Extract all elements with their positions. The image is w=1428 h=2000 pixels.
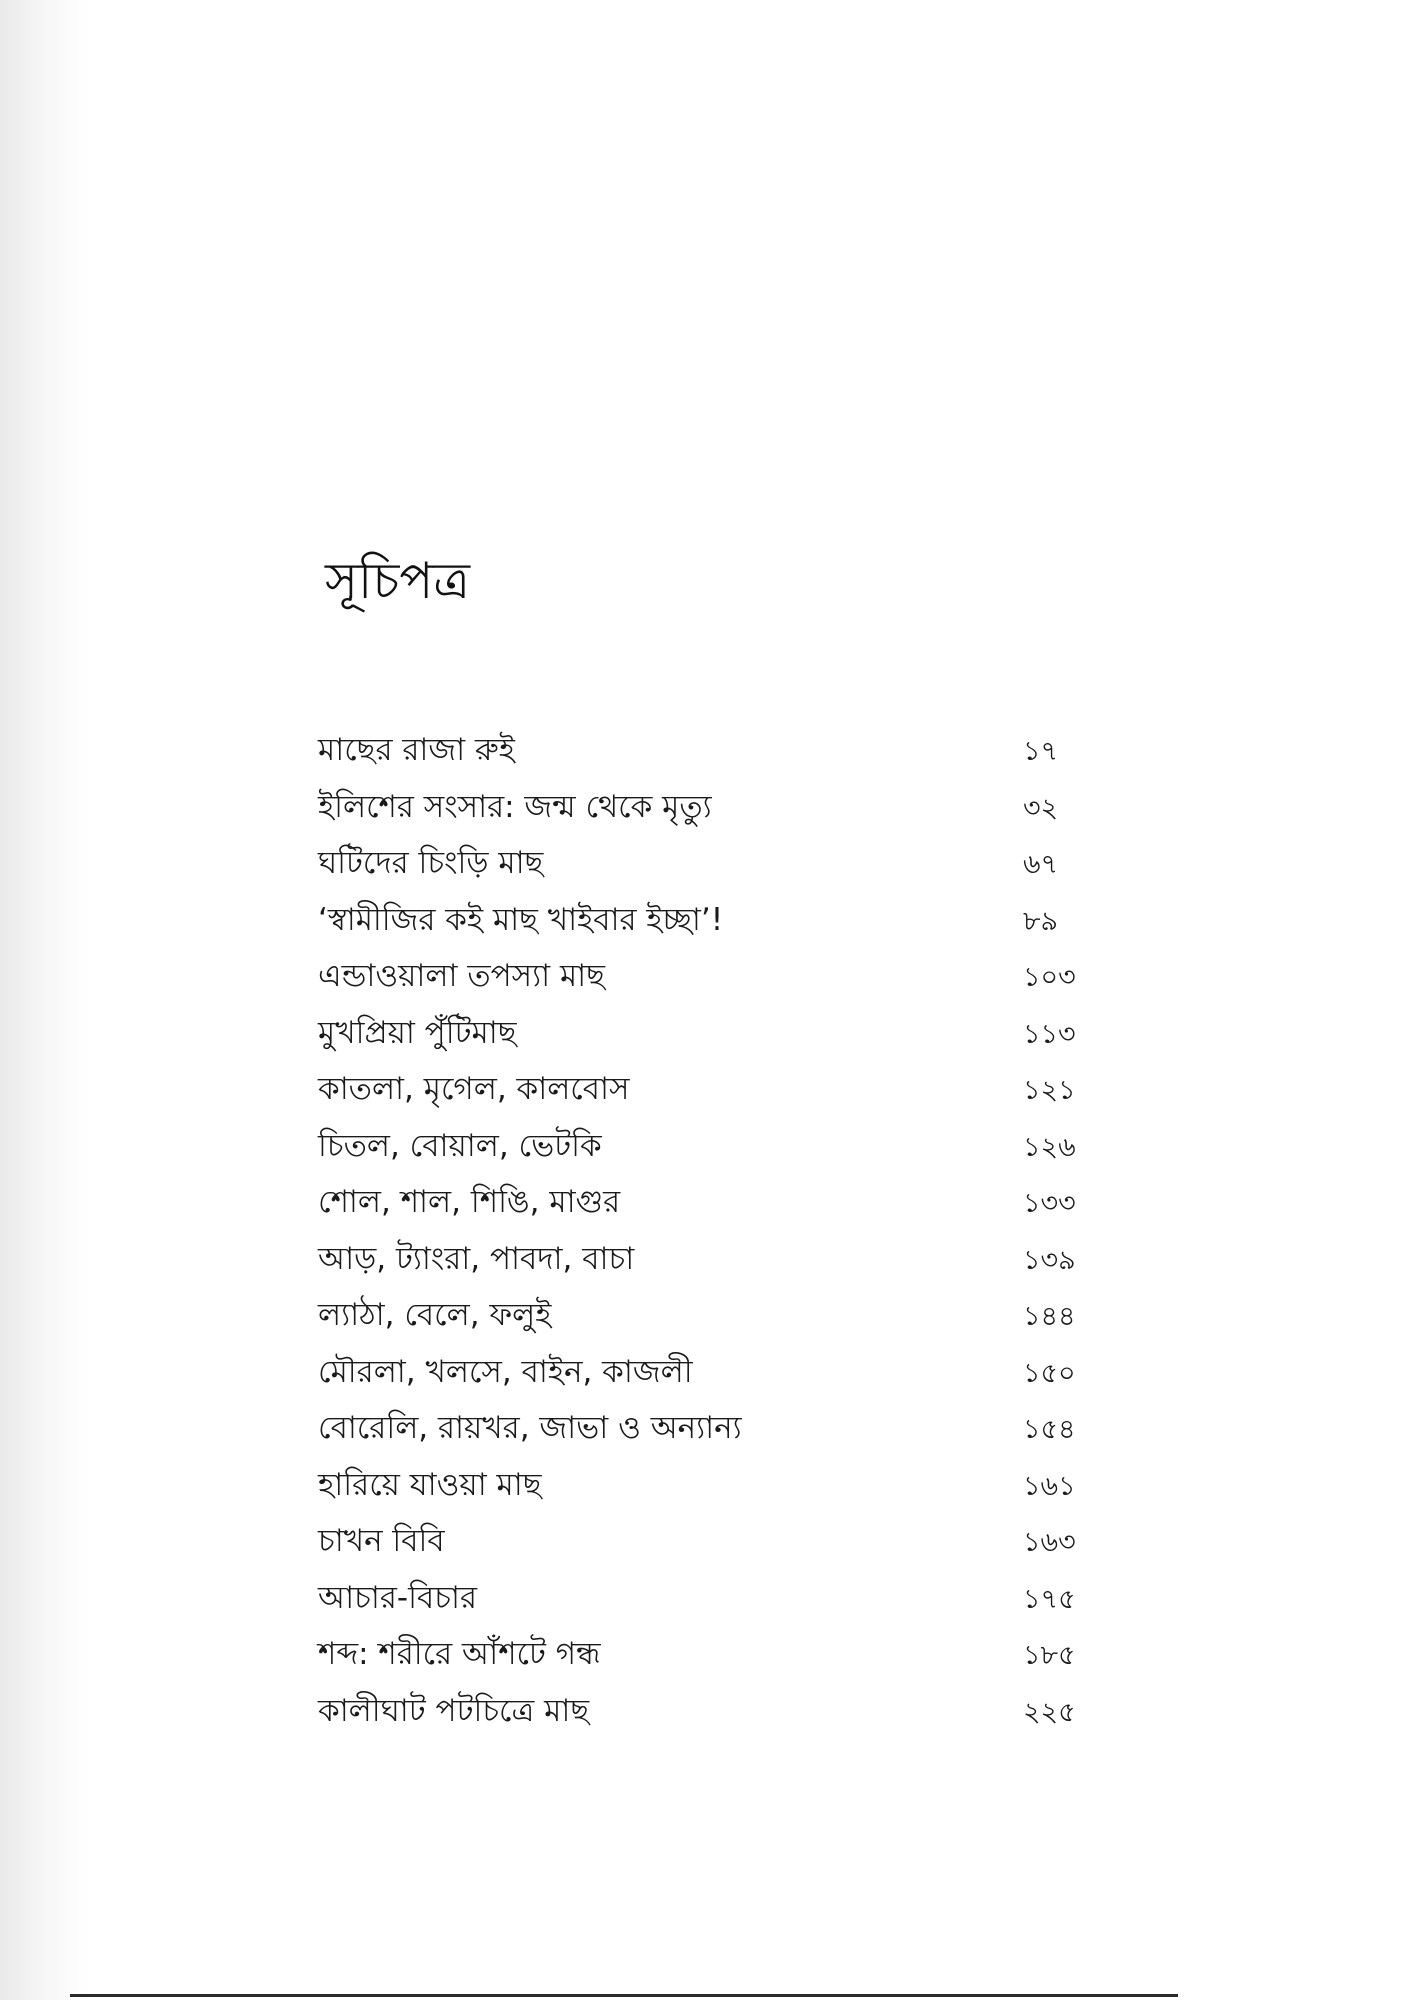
toc-entry-page-number: ১১৩ — [1023, 1018, 1076, 1050]
toc-entry-title: মুখপ্রিয়া পুঁটিমাছ — [318, 1014, 517, 1051]
toc-entry-title: কালীঘাট পটচিত্রে মাছ — [318, 1692, 590, 1729]
toc-entry-page-number: ২২৫ — [1023, 1696, 1076, 1728]
toc-entry-page-number: ১২৬ — [1023, 1131, 1076, 1163]
toc-entry-title: আচার-বিচার — [318, 1579, 478, 1616]
toc-entry — [318, 948, 1093, 1005]
toc-entry — [318, 1457, 1093, 1514]
toc-entry-page-number: ১৭ — [1023, 736, 1059, 767]
toc-entry-page-number: ১৫৪ — [1023, 1414, 1076, 1445]
toc-entry-title: ল্যাঠা, বেলে, ফলুই — [318, 1297, 552, 1333]
toc-entry-title: চাখন বিবি — [318, 1523, 445, 1559]
toc-entry — [318, 1344, 1093, 1401]
toc-entry-page-number: ১০৩ — [1023, 962, 1076, 993]
toc-entry-page-number: ১৬৩ — [1023, 1527, 1076, 1558]
toc-entry-page-number: ১৮৫ — [1023, 1640, 1076, 1671]
toc-entry — [318, 1513, 1093, 1570]
toc-entry-page-number: ৩২ — [1023, 792, 1059, 824]
toc-entry — [318, 835, 1093, 892]
toc-entry — [318, 1400, 1093, 1457]
toc-entry-title: চিতল, বোয়াল, ভেটকি — [318, 1127, 602, 1164]
toc-entry — [318, 1174, 1093, 1231]
toc-entry — [318, 1570, 1093, 1627]
toc-entry-title: মৌরলা, খলসে, বাইন, কাজলী — [318, 1353, 693, 1390]
toc-entry-title: ঘটিদের চিংড়ি মাছ — [318, 845, 544, 881]
toc-entry-title: হারিয়ে যাওয়া মাছ — [318, 1466, 542, 1503]
toc-entry — [318, 1287, 1093, 1344]
toc-entry-page-number: ১৩৯ — [1023, 1244, 1076, 1276]
toc-entry — [318, 1683, 1093, 1740]
toc-entry — [318, 1231, 1093, 1288]
toc-entry-title: ইলিশের সংসার: জন্ম থেকে মৃত্যু — [318, 788, 712, 825]
toc-entry — [318, 722, 1093, 779]
toc-entry-title: আড়, ট্যাংরা, পাবদা, বাচা — [318, 1240, 635, 1277]
toc-entry-title: ‘স্বামীজির কই মাছ খাইবার ইচ্ছা’! — [318, 901, 724, 938]
table-of-contents — [318, 722, 1093, 1739]
toc-entry-title: বোরেলি, রায়খর, জাভা ও অন্যান্য — [318, 1410, 742, 1446]
toc-entry-title: এন্ডাওয়ালা তপস্যা মাছ — [318, 958, 605, 994]
toc-entry — [318, 779, 1093, 836]
toc-entry-page-number: ১৭৫ — [1023, 1583, 1076, 1615]
toc-entry — [318, 1118, 1093, 1175]
toc-entry-title: শোল, শাল, শিঙি, মাগুর — [318, 1184, 621, 1220]
toc-entry-page-number: ১৫০ — [1023, 1357, 1076, 1389]
toc-entry-title: কাতলা, মৃগেল, কালবোস — [318, 1071, 630, 1107]
page-bottom-edge — [70, 1994, 1178, 1997]
toc-entry-page-number: ৮৯ — [1023, 905, 1059, 937]
toc-entry-page-number: ১৩৩ — [1023, 1188, 1076, 1219]
toc-entry-page-number: ৬৭ — [1023, 849, 1059, 880]
page-title: সূচিপত্র — [325, 552, 470, 610]
toc-entry — [318, 892, 1093, 949]
toc-entry-page-number: ১৪৪ — [1023, 1301, 1076, 1332]
toc-entry-title: মাছের রাজা রুই — [318, 732, 515, 768]
toc-entry — [318, 1626, 1093, 1683]
toc-entry-page-number: ১৬১ — [1023, 1470, 1076, 1502]
toc-entry-title: শব্দ: শরীরে আঁশটে গন্ধ — [318, 1636, 601, 1672]
toc-entry-page-number: ১২১ — [1023, 1075, 1076, 1106]
toc-entry — [318, 1005, 1093, 1062]
toc-entry — [318, 1061, 1093, 1118]
